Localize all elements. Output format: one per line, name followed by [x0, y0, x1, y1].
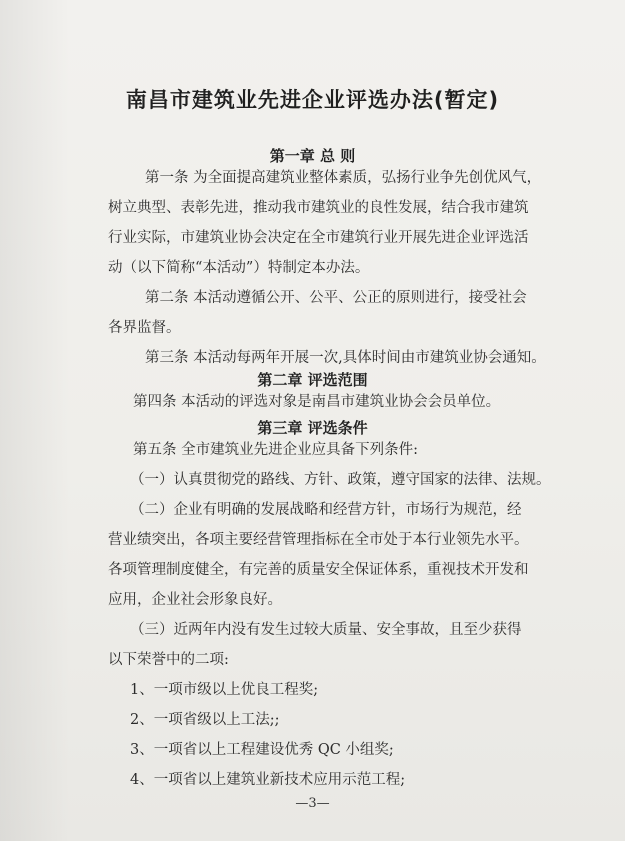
condition-3-line-2: 以下荣誉中的二项:	[108, 652, 229, 668]
page-number: —3—	[295, 796, 330, 811]
article-3-line: 第三条 本活动每两年开展一次,具体时间由市建筑业协会通知。	[145, 350, 546, 366]
honor-item-2: 2、一项省级以上工法;;	[130, 712, 280, 728]
article-5-line: 第五条 全市建筑业先进企业应具备下列条件:	[133, 442, 418, 458]
article-1-line-1: 第一条 为全面提高建筑业整体素质，弘扬行业争先创优风气，	[145, 170, 542, 186]
honor-item-1: 1、一项市级以上优良工程奖;	[130, 682, 319, 698]
article-1-line-3: 行业实际，市建筑业协会决定在全市建筑行业开展先进企业评选活	[108, 230, 529, 246]
condition-2-line-1: （二）企业有明确的发展战略和经营方针，市场行为规范，经	[130, 502, 522, 518]
document-title: 南昌市建筑业先进企业评选办法(暂定)	[125, 88, 500, 112]
chapter-3-heading: 第三章 评选条件	[257, 419, 368, 437]
condition-1-line: （一）认真贯彻党的路线、方针、政策，遵守国家的法律、法规。	[130, 472, 551, 488]
condition-2-line-3: 各项管理制度健全，有完善的质量安全保证体系，重视技术开发和	[108, 562, 529, 578]
article-2-line-2: 各界监督。	[108, 320, 181, 336]
condition-2-line-2: 营业绩突出，各项主要经营管理指标在全市处于本行业领先水平。	[108, 532, 529, 548]
article-2-line-1: 第二条 本活动遵循公开、公平、公正的原则进行，接受社会	[145, 290, 527, 306]
condition-3-line-1: （三）近两年内没有发生过较大质量、安全事故，且至少获得	[130, 622, 522, 638]
article-4-line: 第四条 本活动的评选对象是南昌市建筑业协会会员单位。	[133, 394, 501, 410]
condition-2-line-4: 应用，企业社会形象良好。	[108, 592, 282, 608]
article-1-line-4: 动（以下简称“本活动”）特制定本办法。	[108, 260, 370, 276]
honor-item-4: 4、一项省以上建筑业新技术应用示范工程;	[130, 772, 406, 788]
chapter-2-heading: 第二章 评选范围	[257, 371, 368, 389]
chapter-1-heading: 第一章 总 则	[269, 147, 356, 165]
article-1-line-2: 树立典型、表彰先进，推动我市建筑业的良性发展，结合我市建筑	[108, 200, 529, 216]
honor-item-3: 3、一项省以上工程建设优秀 QC 小组奖;	[130, 742, 394, 758]
